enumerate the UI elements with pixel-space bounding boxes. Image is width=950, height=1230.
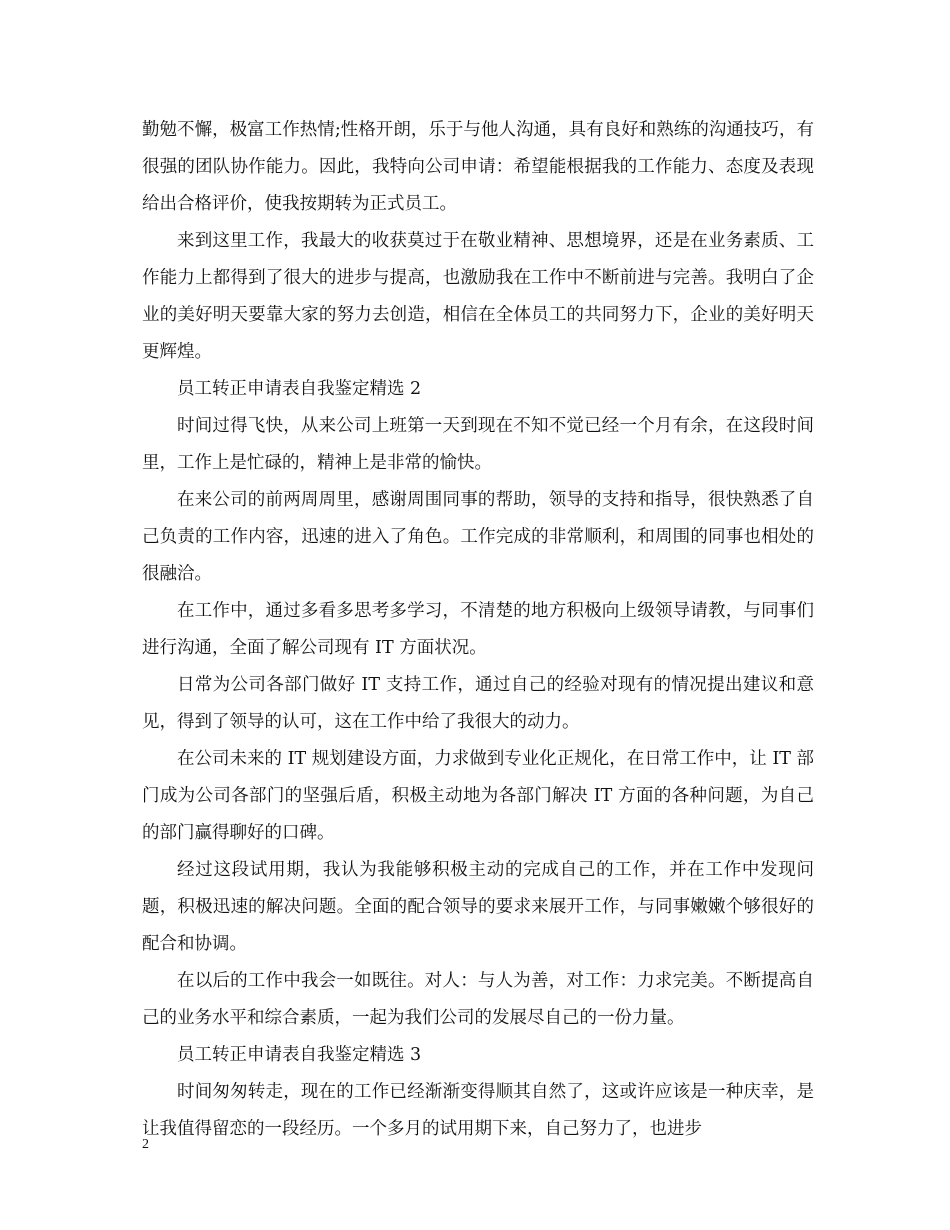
paragraph-7: 在公司未来的 IT 规划建设方面，力求做到专业化正规化，在日常工作中，让 IT 部门成为公司各部门的坚强后盾，积极主动地为各部门解决 IT 方面的各种问题，为自己的部门赢得聊好的口碑。	[142, 749, 814, 843]
paragraph-2: 来到这里工作，我最大的收获莫过于在敬业精神、思想境界，还是在业务素质、工作能力上都得到了很大的进步与提高，也激励我在工作中不断前进与完善。我明白了企业的美好明天要靠大家的努力去创造，相信在全体员工的共同努力下，企业的美好明天更辉煌。	[142, 231, 814, 362]
paragraph-9: 在以后的工作中我会一如既往。对人：与人为善，对工作：力求完美。不断提高自己的业务水平和综合素质，一起为我们公司的发展尽自己的一份力量。	[142, 971, 814, 1028]
section-heading-2: 员工转正申请表自我鉴定精选 2	[177, 379, 422, 399]
paragraph-3: 时间过得飞快，从来公司上班第一天到现在不知不觉已经一个月有余，在这段时间里，工作上是忙碌的，精神上是非常的愉快。	[142, 416, 814, 473]
page-number: 2	[142, 1137, 149, 1152]
paragraph-8: 经过这段试用期，我认为我能够积极主动的完成自己的工作，并在工作中发现问题，积极迅速的解决问题。全面的配合领导的要求来展开工作，与同事嫩嫩个够很好的配合和协调。	[142, 860, 814, 954]
paragraph-4: 在来公司的前两周周里，感谢周围同事的帮助，领导的支持和指导，很快熟悉了自己负责的工作内容，迅速的进入了角色。工作完成的非常顺利，和周围的同事也相处的很融洽。	[142, 490, 814, 584]
section-heading-3: 员工转正申请表自我鉴定精选 3	[177, 1045, 422, 1065]
paragraph-6: 日常为公司各部门做好 IT 支持工作，通过自己的经验对现有的情况提出建议和意见，得到了领导的认可，这在工作中给了我很大的动力。	[142, 675, 814, 732]
paragraph-5: 在工作中，通过多看多思考多学习，不清楚的地方积极向上级领导请教，与同事们进行沟通，全面了解公司现有 IT 方面状况。	[142, 601, 814, 658]
paragraph-10: 时间匆匆转走，现在的工作已经渐渐变得顺其自然了，这或许应该是一种庆幸，是让我值得留恋的一段经历。一个多月的试用期下来，自己努力了，也进步	[142, 1082, 814, 1139]
document-body	[142, 112, 814, 1148]
paragraph-1: 勤勉不懈，极富工作热情;性格开朗，乐于与他人沟通，具有良好和熟练的沟通技巧，有很强的团队协作能力。因此，我特向公司申请：希望能根据我的工作能力、态度及表现给出合格评价，使我按期转为正式员工。	[142, 120, 814, 214]
